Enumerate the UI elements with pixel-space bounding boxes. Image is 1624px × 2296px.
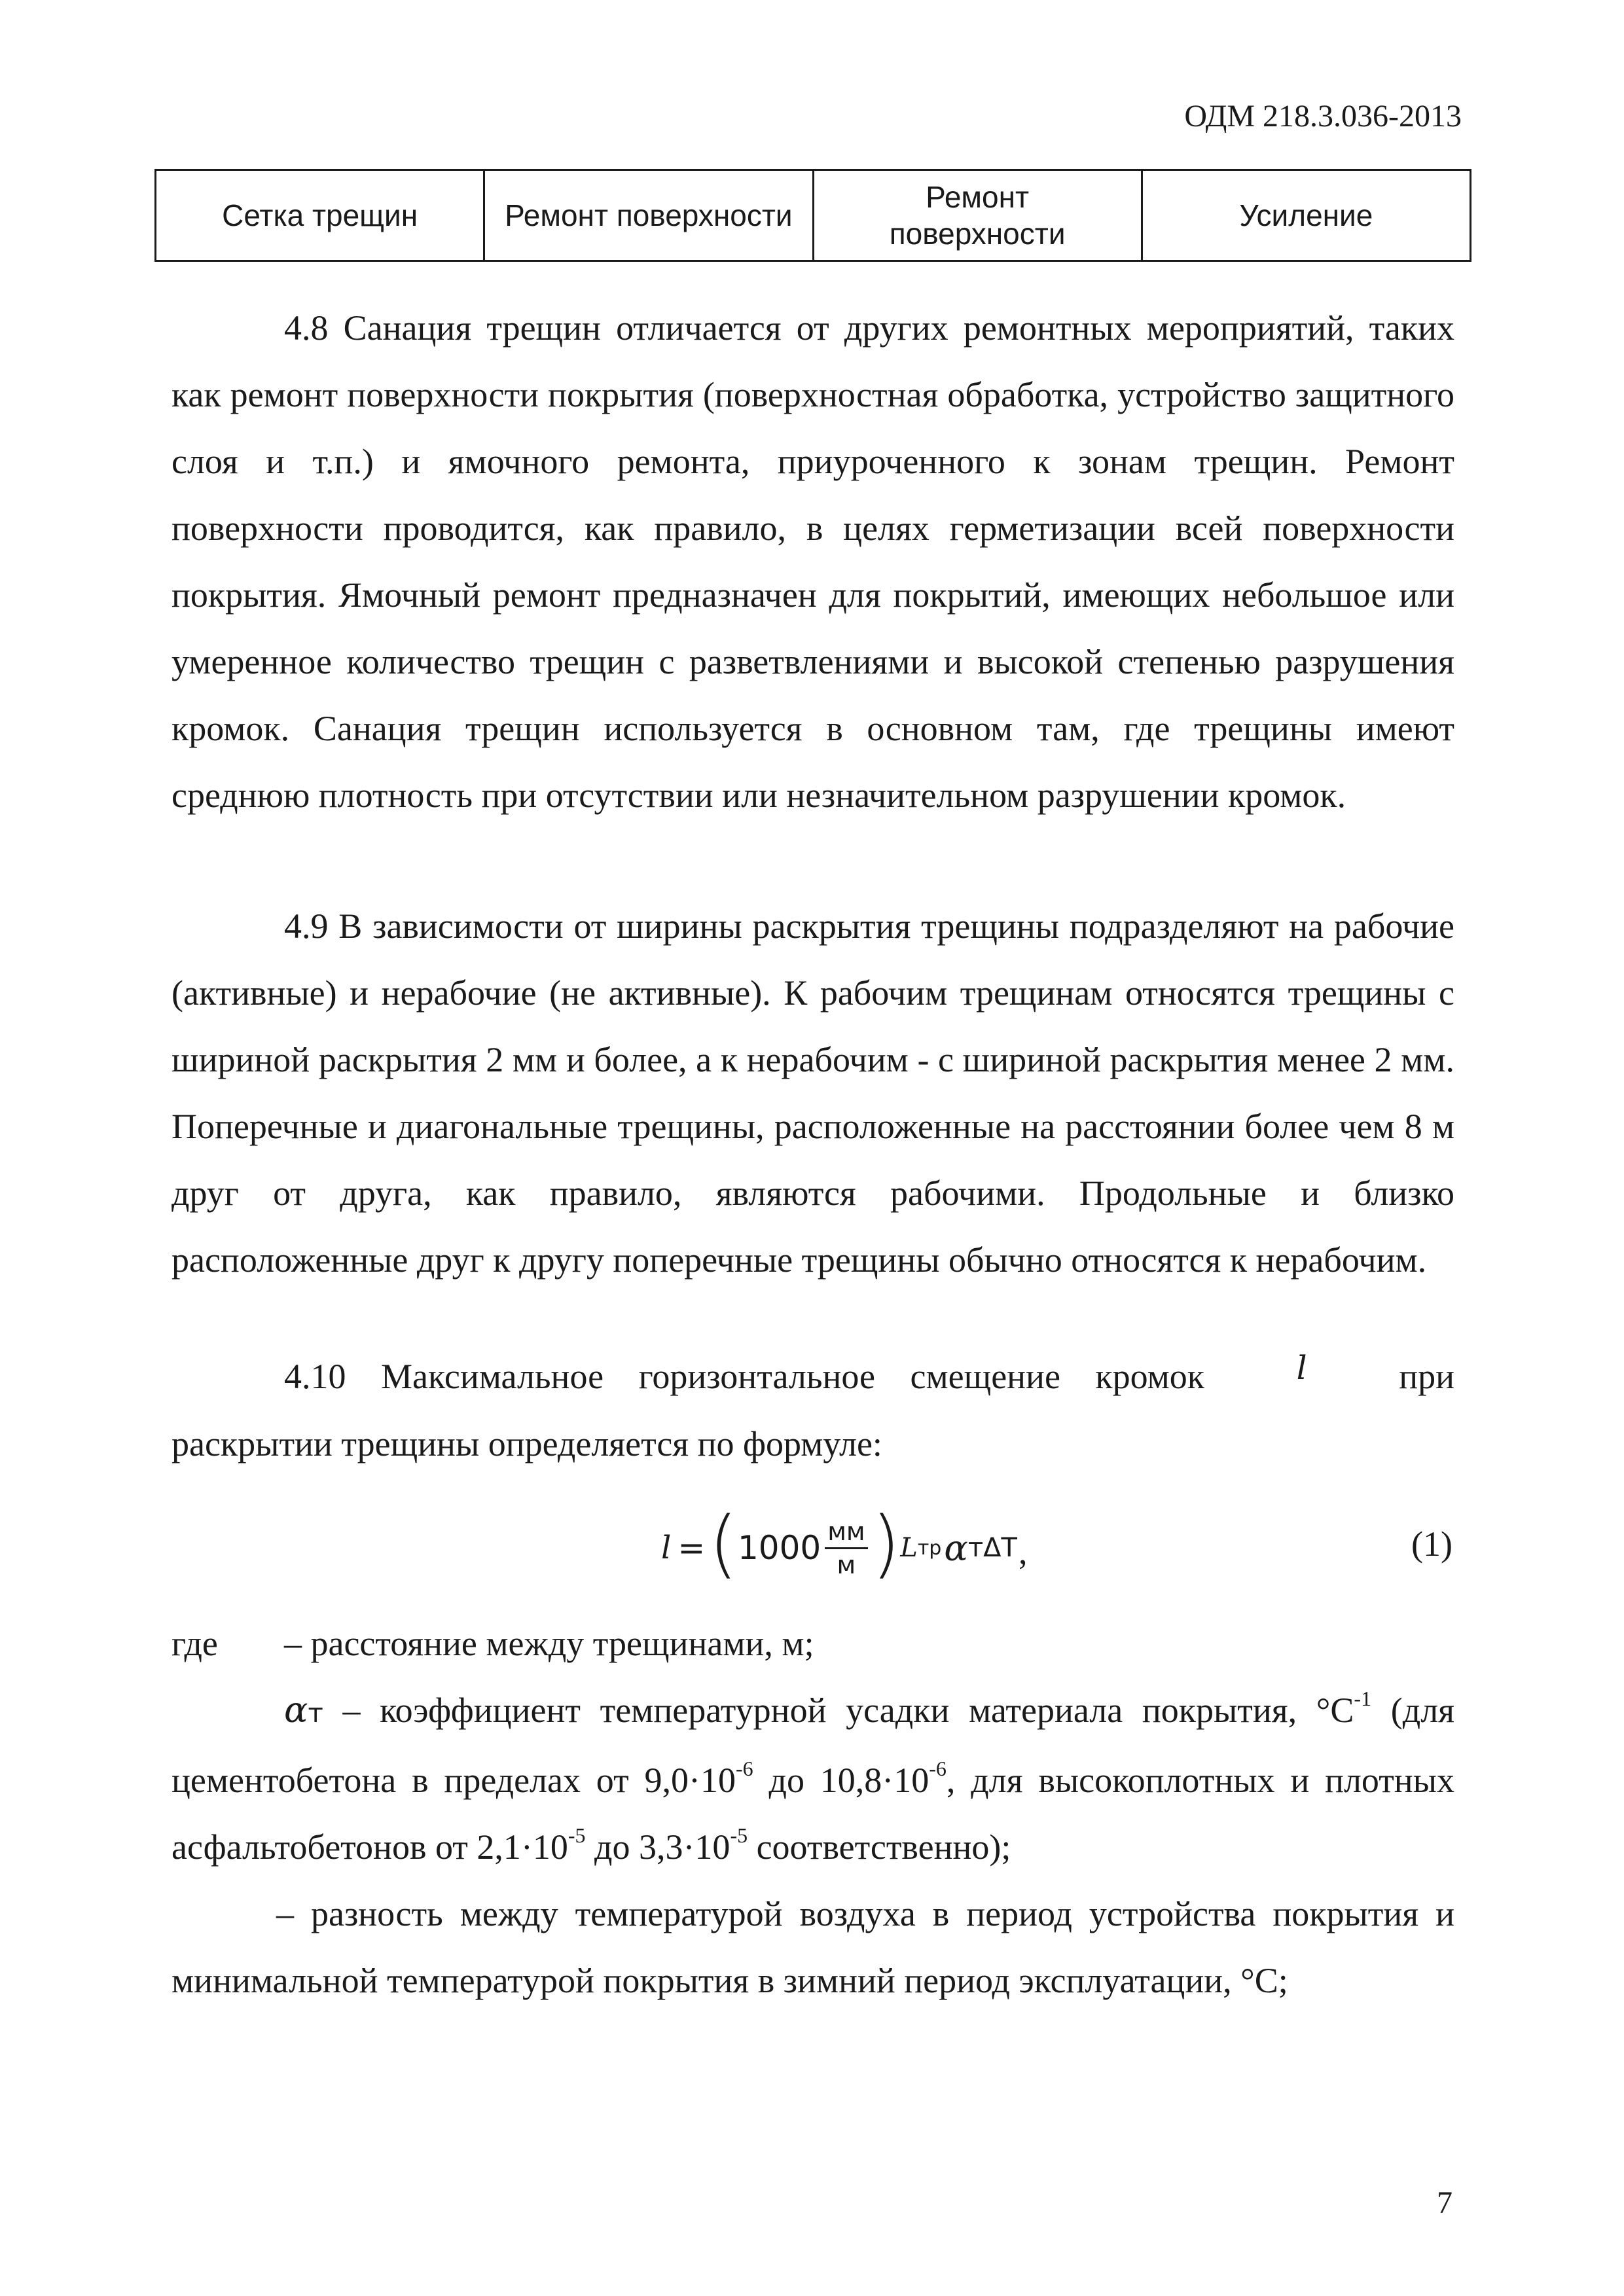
definition-alpha-text: соответственно);: [748, 1827, 1011, 1867]
formula-comma: ,: [1019, 1532, 1028, 1571]
alpha-subscript: т: [308, 1698, 323, 1729]
formula-1: [661, 1501, 1017, 1590]
paragraph-4-9: 4.9 В зависимости от ширины раскрытия трещины подразделяют на рабочие (активные) и нерабочие (не активные). К рабочим трещинам относятся трещины с шириной раскрытия 2 мм и более, а к нерабочим - с шириной раскрытия менее 2 мм. Поперечные и диагональные трещины, расположенные на расстоянии более чем 8 м друг от друга, как правило, являются рабочими. Продольные и близко расположенные друг к другу поперечные трещины обычно относятся к нерабочим.: [171, 906, 1454, 1280]
definition-delta-t-text: – разность между температурой воздуха в период устройства покрытия и минимальной температурой покрытия в зимний период эксплуатации, °С;: [171, 1894, 1454, 2000]
repair-methods-table-row: [154, 169, 1471, 262]
definition-alpha-text: (для цементобетона в пределах от 9,0·10: [171, 1691, 1454, 1800]
superscript: -5: [568, 1823, 586, 1847]
formula-var-L-sub: тр: [917, 1536, 942, 1560]
superscript: -1: [1354, 1687, 1372, 1710]
formula-fraction-numerator: мм: [825, 1517, 867, 1549]
formula-var-L: L: [900, 1533, 918, 1563]
superscript: -5: [730, 1823, 748, 1847]
formula-fraction: [825, 1517, 867, 1579]
definition-alpha-text: – коэффициент температурной усадки материала покрытия, °С: [323, 1691, 1354, 1730]
formula-close-paren: ): [871, 1501, 901, 1587]
paragraph-4-10-continuation: раскрытии трещины определяется по формуле:: [171, 1424, 882, 1463]
table-cell: Сетка трещин: [156, 170, 484, 261]
definition-distance: [171, 1610, 1454, 1677]
formula-equals: =: [677, 1529, 706, 1567]
paragraph-4-10-first-line: [171, 1343, 1454, 1410]
page-number: 7: [1437, 2185, 1453, 2220]
paragraph-4-8: 4.8 Санация трещин отличается от других ремонтных мероприятий, таких как ремонт поверхности покрытия (поверхностная обработка, устройство защитного слоя и т.п.) и ямочного ремонта, приуроченного к зонам трещин. Ремонт поверхности проводится, как правило, в целях герметизации всей поверхности покрытия. Ямочный ремонт предназначен для покрытий, имеющих небольшое или умеренное количество трещин с разветвлениями и высокой степенью разрушения кромок. Санация трещин используется в основном там, где трещины имеют среднюю плотность при отсутствии или незначительном разрушении кромок.: [171, 308, 1454, 815]
table-cell: [813, 170, 1142, 261]
definition-distance-text: – расстояние между трещинами, м;: [284, 1624, 814, 1663]
formula-lhs: l: [661, 1530, 672, 1566]
formula-number: (1): [1411, 1524, 1453, 1564]
formula-open-paren: (: [709, 1501, 738, 1587]
table-cell: Усиление: [1142, 170, 1470, 261]
formula-constant: 1000: [737, 1529, 821, 1567]
formula-alpha-sub: т: [967, 1533, 984, 1563]
formula-alpha: α: [944, 1527, 968, 1569]
alpha-symbol: α: [284, 1689, 308, 1731]
definition-alpha-text: , для высокоплотных и плотных асфальтобетонов от 2,1·10: [171, 1761, 1454, 1867]
section-4-8: [171, 295, 1454, 829]
formula-delta-t: ΔT: [983, 1533, 1017, 1563]
definition-delta-t: [171, 1880, 1454, 2014]
definition-alpha-text: до 3,3·10: [585, 1827, 731, 1867]
symbol-l: l: [1296, 1349, 1307, 1387]
table-row: [156, 170, 1471, 261]
document-code: ОДМ 218.3.036-2013: [1184, 99, 1462, 134]
table-cell: Ремонт поверхности: [484, 170, 813, 261]
definition-alpha: [171, 1677, 1454, 1880]
section-4-10: [171, 1343, 1454, 1477]
paragraph-4-10-tail: при: [1399, 1357, 1454, 1396]
formula-fraction-denominator: м: [837, 1550, 856, 1579]
superscript: -6: [929, 1757, 947, 1780]
paragraph-4-10-lead: 4.10 Максимальное горизонтальное смещение кромок: [284, 1357, 1205, 1396]
superscript: -6: [735, 1757, 753, 1780]
table-cell-text: Ремонт поверхности: [889, 180, 1066, 251]
section-4-9: [171, 893, 1454, 1293]
definition-where-label: где: [171, 1624, 218, 1663]
definition-alpha-text: до 10,8·10: [753, 1761, 929, 1800]
formula-definitions: [171, 1610, 1454, 2014]
